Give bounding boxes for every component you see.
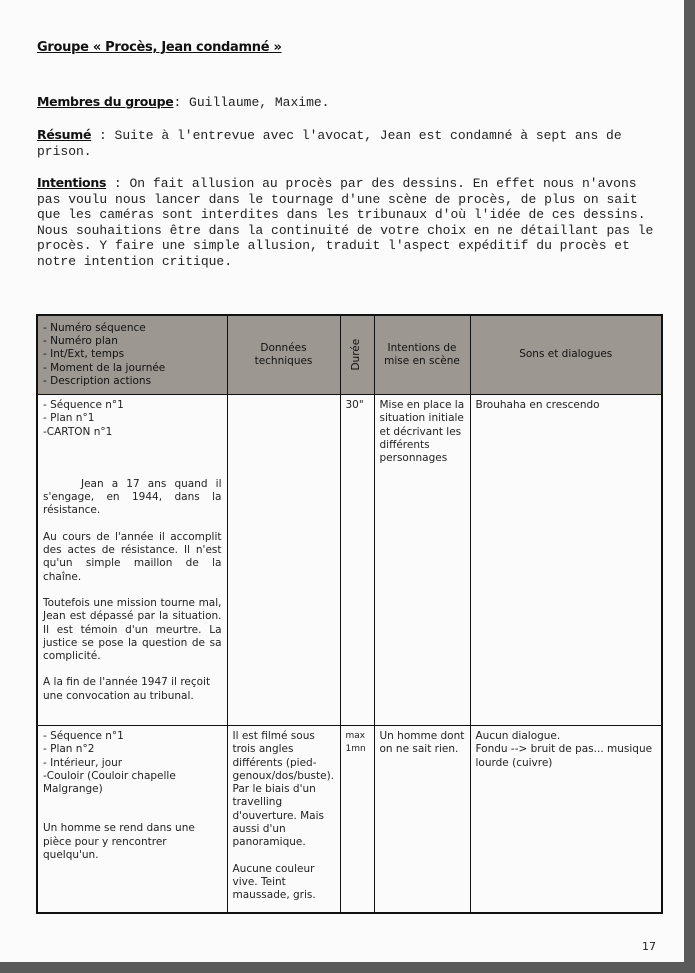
cell-staging-intentions: Un homme dont on ne sait rien. [374,726,470,914]
page-title: Groupe « Procès, Jean condamné » [37,40,282,55]
cell-paragraph: Toutefois une mission tourne mal, Jean est dépassé par la situation. Il est témoin d'un meurtre. La justice se pose la question de sa complicité. [43,596,222,663]
cell-staging-intentions: Mise en place la situation initiale et décrivant les différents personnages [374,395,470,726]
summary-value: : Suite à l'entrevue avec l'avocat, Jean est condamné à sept ans de prison. [37,128,622,159]
cell-sounds-dialogues [470,726,662,914]
cell-line: - Plan n°2 [43,743,95,756]
header-line: mise en scène [384,355,460,367]
cell-line: - Plan n°1 [43,412,95,425]
header-duration [340,315,374,395]
cell-duration: 30" [340,395,374,726]
header-line: - Numéro séquence [43,321,146,334]
cell-paragraph: Un homme se rend dans une pièce pour y rencontrer quelqu'un. [43,822,195,862]
header-line: - Numéro plan [43,335,118,348]
cell-technical-data [227,726,340,914]
cell-paragraph: Au cours de l'année il accomplit des actes de résistance. Il n'est qu'un simple maillon de la chaîne. [43,530,222,583]
table-header-row [37,315,662,395]
intentions-label: Intentions [37,175,107,190]
members-value: : Guillaume, Maxime. [173,95,330,110]
cell-duration [340,726,374,914]
table-row [37,726,662,914]
cell-paragraph: Il est filmé sous trois angles différents (pied-genoux/dos/buste). Par le biais d'un travelling d'ouverture. Mais aussi d'un panoramique. [232,730,335,849]
header-sounds-dialogues: Sons et dialogues [470,315,662,395]
cell-line: Aucun dialogue. [475,730,561,742]
cell-line: -CARTON n°1 [43,425,113,438]
header-sequence-info [37,315,227,395]
header-line: Intentions de [387,341,457,354]
cell-line: 1mn [345,744,366,755]
header-line: - Int/Ext, temps [43,348,125,361]
cell-line: -Couloir (Couloir chapelle Malgrange) [43,769,176,796]
header-line: - Description actions [43,374,152,387]
cell-paragraph: Jean a 17 ans quand il s'engage, en 1944, dans la résistance. [43,477,222,517]
header-line: Données [260,341,307,354]
page-number: 17 [642,940,656,953]
cell-line: max [345,731,366,741]
cell-line: - Séquence n°1 [43,399,124,411]
members-label: Membres du groupe [37,94,174,109]
header-line: techniques [254,355,313,367]
header-duration-label: Durée [350,339,363,371]
members-section [37,94,657,111]
summary-section [37,127,657,159]
cell-paragraph: Aucune couleur vive. Teint maussade, gris. [232,862,316,902]
summary-label: Résumé [37,127,92,142]
cell-sounds-dialogues: Brouhaha en crescendo [470,395,662,726]
header-line: - Moment de la journée [43,361,166,374]
intentions-section [37,175,657,269]
cell-sequence-info [37,395,227,726]
table-row [37,395,662,726]
intentions-value: : On fait allusion au procès par des dessins. En effet nous n'avons pas voulu nous lancer dans le tournage d'une scène de procès, de plus on sait que les caméras sont interdites dans les tribunaux d'où l'idée de ces dessins. Nous souhaitions être dans la continuité de votre choix en ne détaillant pas le procès. Y faire une simple allusion, traduit l'aspect expéditif du procès et notre intention critique. [37,176,654,269]
cell-paragraph: A la fin de l'année 1947 il reçoit une convocation au tribunal. [43,676,211,702]
cell-sequence-info [37,726,227,914]
cell-line: Fondu --> bruit de pas... musique lourde (cuivre) [475,743,653,769]
header-technical-data [227,315,340,395]
cell-technical-data [227,395,340,726]
header-staging-intentions [374,315,470,395]
scene-table [36,314,663,914]
cell-line: - Séquence n°1 [43,730,124,742]
cell-line: - Intérieur, jour [43,756,123,769]
